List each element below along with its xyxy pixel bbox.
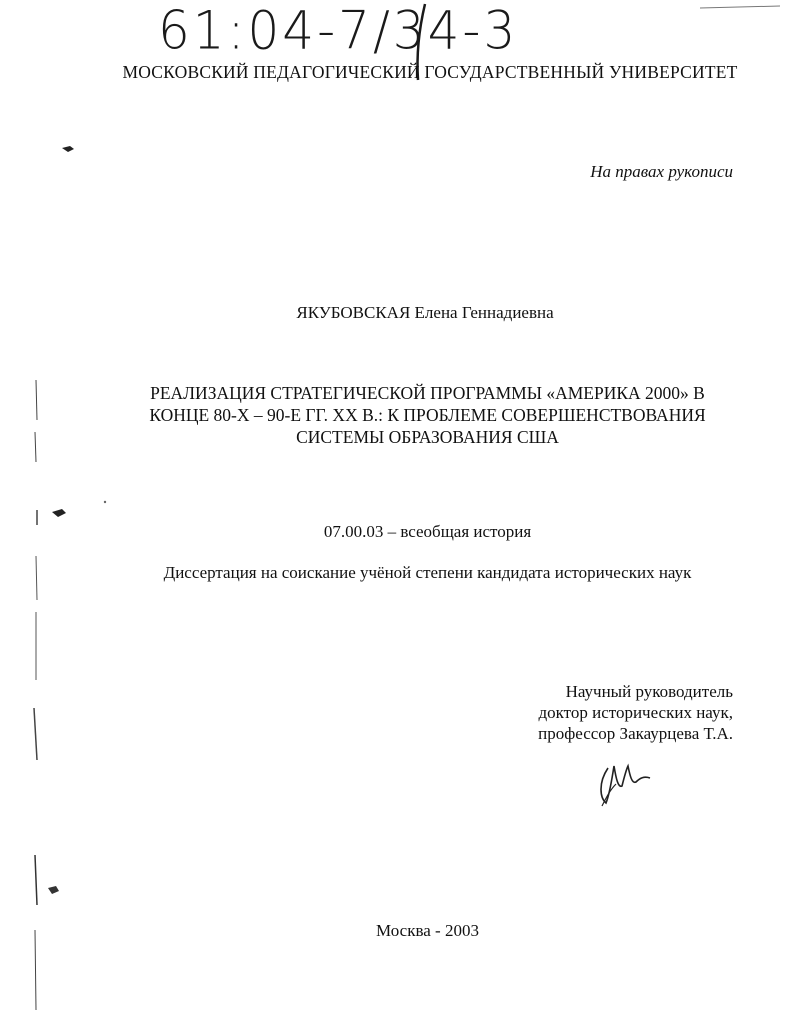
handwritten-catalog-code: 61:04-7/34-3: [158, 0, 519, 61]
supervisor-name: профессор Закаурцева Т.А.: [538, 724, 733, 743]
title-line: РЕАЛИЗАЦИЯ СТРАТЕГИЧЕСКОЙ ПРОГРАММЫ «АМЕРИКА 2000» В: [150, 383, 705, 403]
supervisor-block: [538, 681, 733, 744]
rights-note: На правах рукописи: [590, 162, 733, 181]
supervisor-role: Научный руководитель: [565, 682, 733, 701]
title-line: КОНЦЕ 80-Х – 90-Е ГГ. ХХ В.: К ПРОБЛЕМЕ СОВЕРШЕНСТВОВАНИЯ: [149, 405, 706, 425]
supervisor-degree: доктор исторических наук,: [538, 703, 733, 722]
author-name: ЯКУБОВСКАЯ Елена Геннадиевна: [296, 303, 554, 322]
supervisor-signature: [588, 748, 668, 808]
title-line: СИСТЕМЫ ОБРАЗОВАНИЯ США: [296, 427, 559, 447]
degree-statement: Диссертация на соискание учёной степени кандидата исторических наук: [163, 563, 692, 582]
scan-margin-artifacts: [0, 0, 120, 1025]
university-name: МОСКОВСКИЙ ПЕДАГОГИЧЕСКИЙ ГОСУДАРСТВЕННЫЙ УНИВЕРСИТЕТ: [122, 62, 738, 82]
city-year: Москва - 2003: [376, 921, 479, 940]
specialty-code: 07.00.03 – всеобщая история: [323, 522, 532, 541]
